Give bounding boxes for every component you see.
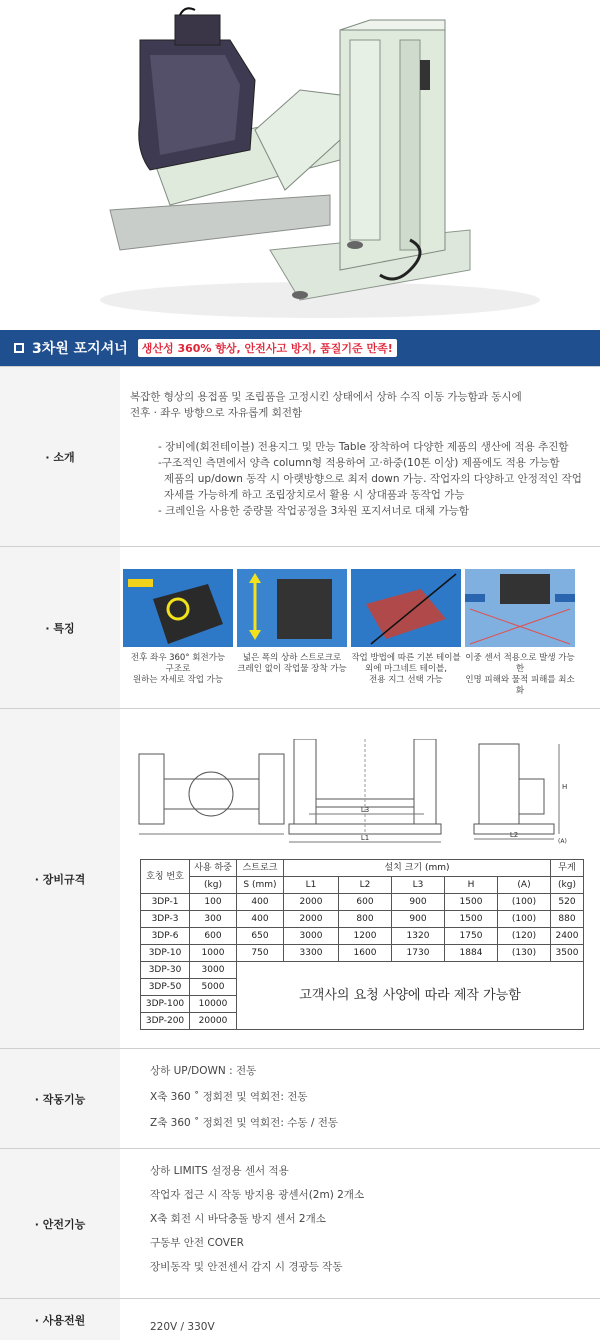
table-row: 3DP-200 20000: [141, 1013, 584, 1030]
feature-item: [351, 569, 461, 686]
dimension-drawing: [134, 739, 574, 849]
header-l1: L1: [284, 877, 339, 894]
operation-row: [0, 1048, 600, 1149]
spec-content: [120, 709, 600, 1049]
operation-content: [120, 1049, 600, 1149]
features-row: [0, 546, 600, 709]
feature-caption: 작업 방법에 따른 기본 테이블 외에 마그네트 테이블, 전용 지그 선택 가능: [351, 653, 461, 685]
feature-caption: 이중 센서 적용으로 발생 가능한 인명 피해와 물적 피해를 최소화: [465, 653, 575, 696]
header-h: H: [445, 877, 498, 894]
power-content: [120, 1299, 600, 1340]
positioner-machine-image: [0, 0, 600, 330]
dim-l1: L1: [360, 834, 370, 842]
sensor-image: [465, 569, 575, 647]
spec-table: [140, 859, 584, 1030]
feature-item: [123, 569, 233, 686]
intro-bullet-2-line-3: 자세를 가능하게 하고 조립장치로서 활용 시 상대품과 동작업 가능: [164, 489, 465, 501]
dim-a: (A): [558, 838, 567, 845]
safety-item: 상하 LIMITS 설정용 센서 적용: [150, 1165, 289, 1177]
intro-label: · 소개: [0, 367, 120, 547]
intro-bullet-1: - 장비에(회전테이블) 전용지그 및 만능 Table 장착하여 다양한 제품의 생산에 적용 추진함: [158, 441, 569, 453]
header-weight-unit: (kg): [551, 877, 584, 894]
custom-note: 고객사의 요청 사양에 따라 제작 가능함: [237, 962, 584, 1030]
header-load-unit: (kg): [190, 877, 237, 894]
intro-content: [120, 367, 600, 547]
table-row: 3DP-6 600 650 3000 1200 1320 1750 (120) 2400: [141, 928, 584, 945]
square-icon: [14, 343, 24, 353]
spec-row: [0, 708, 600, 1049]
power-value: 220V / 330V: [150, 1321, 215, 1333]
operation-item: 상하 UP/DOWN : 전동: [150, 1065, 257, 1077]
operation-item: Z축 360 ˚ 정회전 및 역회전: 수동 / 전동: [150, 1117, 338, 1129]
banner-highlight: 생산성 360% 향상, 안전사고 방지, 품질기준 만족!: [138, 339, 397, 357]
header-a: (A): [498, 877, 551, 894]
features-content: [120, 547, 600, 709]
safety-item: X축 회전 시 바닥충돌 방지 센서 2개소: [150, 1213, 326, 1225]
power-label: · 사용전원: [0, 1299, 120, 1340]
power-row: [0, 1298, 600, 1340]
safety-row: [0, 1148, 600, 1299]
stroke-image: [237, 569, 347, 647]
section-banner: [0, 330, 600, 366]
header-l3: L3: [392, 877, 445, 894]
rotation-image: [123, 569, 233, 647]
header-size: 설치 크기 (mm): [284, 860, 551, 877]
hero-product-image: [0, 0, 600, 330]
operation-label: · 작동기능: [0, 1049, 120, 1149]
table-row: 3DP-30 3000 고객사의 요청 사양에 따라 제작 가능함: [141, 962, 584, 979]
header-load: 사용 하중: [190, 860, 237, 877]
operation-item: X축 360 ˚ 정회전 및 역회전: 전동: [150, 1091, 308, 1103]
header-stroke: 스트로크: [237, 860, 284, 877]
feature-item: [237, 569, 347, 675]
intro-line-1: 복잡한 형상의 용접품 및 조립품을 고정시킨 상태에서 상하 수직 이동 가능함과 동시에: [130, 391, 522, 403]
intro-row: [0, 366, 600, 547]
safety-content: [120, 1149, 600, 1299]
dim-l2: L2: [509, 831, 519, 839]
dim-h: H: [562, 783, 568, 791]
table-option-image: [351, 569, 461, 647]
intro-bullet-2-line-1: -구조적인 측면에서 양측 column형 적용하여 고·하중(10톤 이상) 제품에도 적용 가능함: [158, 457, 560, 469]
banner-title: 3차원 포지셔너: [32, 341, 128, 357]
safety-label: · 안전기능: [0, 1149, 120, 1299]
table-row: 3DP-50 5000: [141, 979, 584, 996]
table-row: 3DP-3 300 400 2000 800 900 1500 (100) 880: [141, 911, 584, 928]
intro-bullet-3: - 크레인을 사용한 중량물 작업공정을 3차원 포지셔너로 대체 가능함: [158, 505, 470, 517]
header-l2: L2: [339, 877, 392, 894]
feature-caption: 전후 좌우 360° 회전가능 구조로 원하는 자세로 작업 가능: [130, 653, 226, 685]
safety-item: 장비동작 및 안전센서 감지 시 경광등 작동: [150, 1261, 343, 1273]
header-model: 호칭 번호: [141, 860, 190, 894]
header-weight: 무게: [551, 860, 584, 877]
feature-caption: 넓은 폭의 상하 스트로크로 크레인 없이 작업물 장착 가능: [237, 653, 347, 674]
intro-bullet-2-line-2: 제품의 up/down 동작 시 아랫방향으로 최저 down 가능. 작업자의 다양하고 안정적인 작업: [164, 473, 582, 485]
intro-line-2: 전후 · 좌우 방향으로 자유롭게 회전함: [130, 407, 303, 419]
dim-l3: L3: [360, 806, 370, 814]
safety-item: 구동부 안전 COVER: [150, 1237, 244, 1249]
table-row: 3DP-100 10000: [141, 996, 584, 1013]
table-row: 3DP-1 100 400 2000 600 900 1500 (100) 520: [141, 894, 584, 911]
features-label: · 특징: [0, 547, 120, 709]
table-row: 3DP-10 1000 750 3300 1600 1730 1884 (130) 3500: [141, 945, 584, 962]
safety-item: 작업자 접근 시 작동 방지용 광센서(2m) 2개소: [150, 1189, 365, 1201]
spec-label: · 장비규격: [0, 709, 120, 1049]
feature-item: [465, 569, 575, 697]
header-stroke-unit: S (mm): [237, 877, 284, 894]
